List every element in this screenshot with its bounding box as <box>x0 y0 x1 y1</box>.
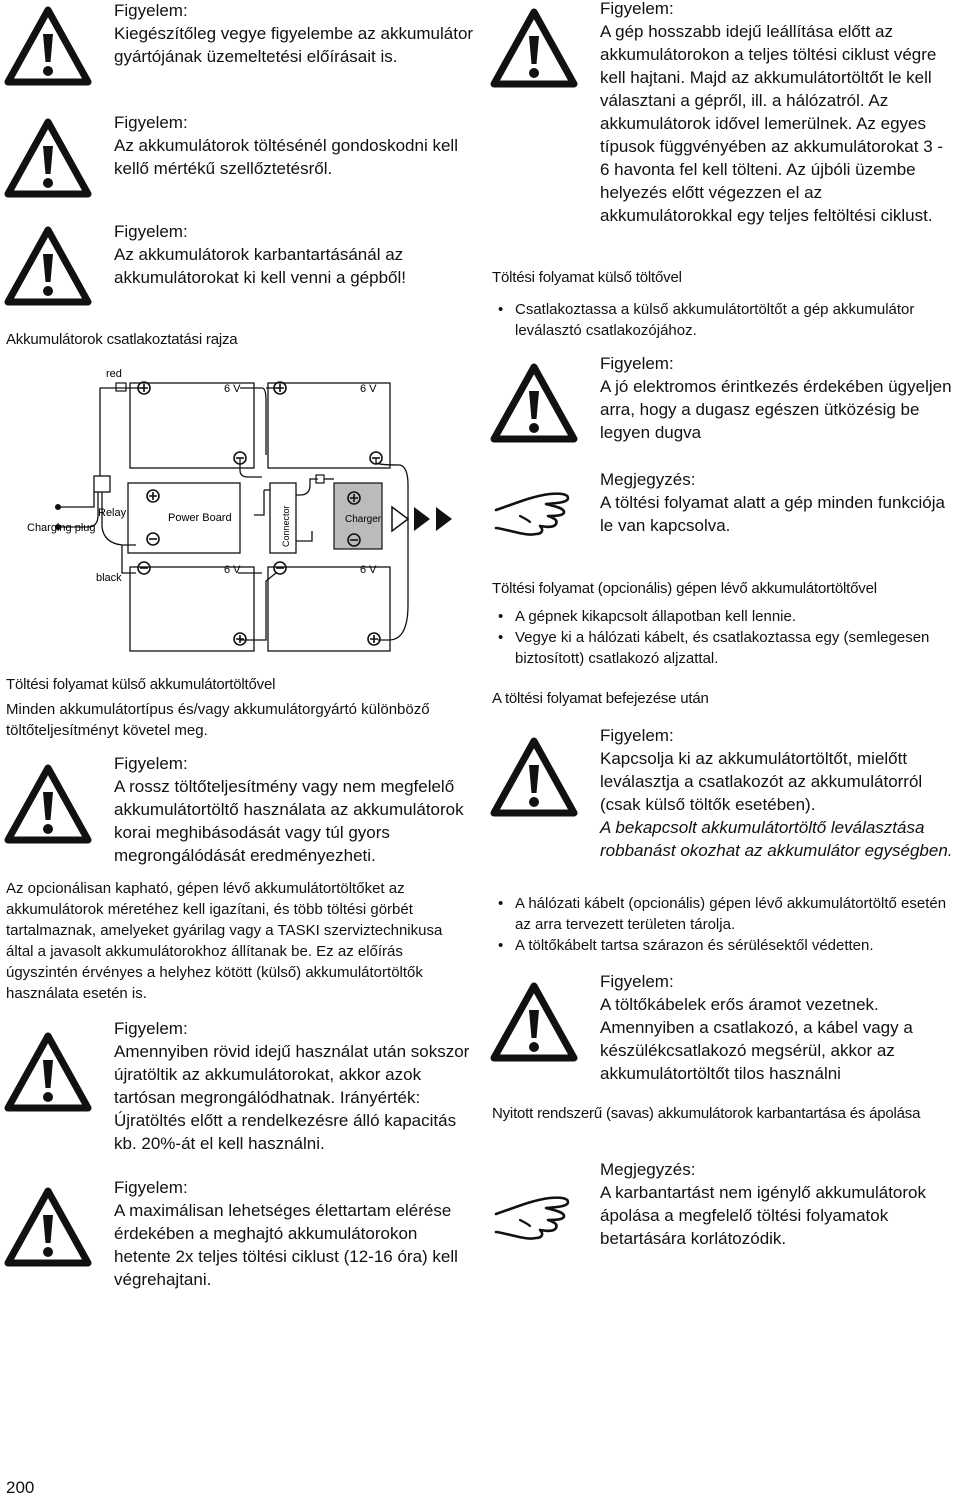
note-text: Kapcsolja ki az akkumulátortöltőt, mielőtt leválasztja a csatlakozót az akkumulátorról (csak külső töltők esetében). <box>600 749 923 814</box>
note <box>600 468 956 537</box>
label-voltage: 6 V <box>224 383 241 395</box>
note-title: Figyelem: <box>600 726 674 745</box>
pointing-hand-icon <box>494 1184 574 1244</box>
label-relay: Relay <box>98 507 127 519</box>
warning-icon <box>4 764 92 844</box>
pointing-hand-icon <box>494 480 574 540</box>
note-title: Figyelem: <box>114 1019 188 1038</box>
list-item: • A gépnek kikapcsolt állapotban kell lennie. <box>492 606 955 627</box>
note-title: Figyelem: <box>114 222 188 241</box>
warning-note <box>114 0 474 68</box>
list-item: • Csatlakoztassa a külső akkumulátortöltőt a gép akkumulátor leválasztó csatlakozójához. <box>492 299 955 341</box>
warning-note <box>600 724 958 862</box>
warning-note <box>600 352 956 444</box>
warning-note <box>114 1176 476 1291</box>
note-italic-text: A bekapcsolt akkumulátortöltő leválasztása robbanást okozhat az akkumulátor egységben. <box>600 818 953 860</box>
warning-note <box>114 220 474 289</box>
warning-note <box>600 0 956 227</box>
note-text: A jó elektromos érintkezés érdekében ügyeljen arra, hogy a dugasz egészen ütközésig be legyen dugva <box>600 377 952 442</box>
warning-note <box>114 1017 476 1155</box>
paragraph: Minden akkumulátortípus és/vagy akkumulátorgyártó különböző töltőteljesítményt követel meg. <box>6 701 430 739</box>
note-text: A karbantartást nem igénylő akkumulátorok ápolása a megfelelő töltési folyamatok betartására korlátozódik. <box>600 1183 927 1248</box>
label-charging-plug: Charging plug <box>27 522 96 534</box>
warning-icon <box>4 1032 92 1112</box>
warning-note <box>600 970 958 1085</box>
warning-icon <box>490 737 578 817</box>
note-title: Figyelem: <box>600 0 674 18</box>
warning-icon <box>4 226 92 306</box>
page-number: 200 <box>6 1478 35 1497</box>
section-heading: Töltési folyamat külső töltővel <box>492 269 682 286</box>
label-voltage: 6 V <box>360 383 377 395</box>
note-text: A maximálisan lehetséges élettartam elérése érdekében a meghajtó akkumulátorokon hetente 2x teljes töltési ciklust (12-16 óra) kell végrehajtani. <box>114 1201 458 1289</box>
warning-icon <box>4 6 92 86</box>
label-voltage: 6 V <box>224 564 241 576</box>
note-title: Figyelem: <box>114 113 188 132</box>
label-red: red <box>106 368 122 380</box>
warning-icon <box>490 982 578 1062</box>
warning-note <box>114 111 474 180</box>
warning-icon <box>490 8 578 88</box>
note-text: Kiegészítőleg vegye figyelembe az akkumulátor gyártójának üzemeltetési előírásait is. <box>114 24 474 66</box>
section-heading: Töltési folyamat külső akkumulátortöltővel <box>6 676 276 693</box>
list-item: • A töltőkábelt tartsa szárazon és sérülésektől védetten. <box>492 935 955 956</box>
section-heading: A töltési folyamat befejezése után <box>492 690 709 707</box>
note-title: Figyelem: <box>600 354 674 373</box>
paragraph: Az opcionálisan kapható, gépen lévő akkumulátortöltőket az akkumulátorok méretéhez kell igazítani, és több töltési görbét tartalmaznak, amelyeket gyárilag vagy a TASKI szerviztechnikusa által a javasolt akkumulátorokhoz állítanak be. Ez az előírás úgyszintén érvényes a helyhez kötött (külső) akkumulátortöltők használata esetén is. <box>6 880 443 1002</box>
note <box>600 1158 958 1250</box>
note-title: Figyelem: <box>114 1178 188 1197</box>
note-title: Figyelem: <box>114 1 188 20</box>
section-heading: Akkumulátorok csatlakoztatási rajza <box>6 331 238 348</box>
label-connector: Connector <box>281 505 291 547</box>
warning-icon <box>490 363 578 443</box>
note-title: Figyelem: <box>600 972 674 991</box>
warning-note <box>114 752 476 867</box>
note-text: Amennyiben rövid idejű használat után sokszor újratöltik az akkumulátorokat, akkor azok tartósan megrongálódhatnak. Irányérték: Újratöltés előtt a rendelkezésre álló kapacitás kb. 20%-át el kell használni. <box>114 1042 470 1153</box>
section-heading: Töltési folyamat (opcionális) gépen lévő akkumulátortöltővel <box>492 580 877 597</box>
note-text: Az akkumulátorok töltésénél gondoskodni kell kellő mértékű szellőztetésről. <box>114 136 458 178</box>
list-item: • A hálózati kábelt (opcionális) gépen lévő akkumulátortöltő esetén az arra tervezett területen tárolja. <box>492 893 955 935</box>
section-heading: Nyitott rendszerű (savas) akkumulátorok karbantartása és ápolása <box>492 1105 921 1122</box>
label-charger: Charger <box>345 514 382 525</box>
warning-icon <box>4 1187 92 1267</box>
note-text: A rossz töltőteljesítmény vagy nem megfelelő akkumulátortöltő használata az akkumulátorok korai meghibásodását vagy túl gyors megrongálódását eredményezheti. <box>114 777 464 865</box>
label-power-board: Power Board <box>168 512 232 524</box>
label-black: black <box>96 572 122 584</box>
note-text: A töltőkábelek erős áramot vezetnek. Amennyiben a csatlakozó, a kábel vagy a készülékcsatlakozó megsérül, akkor az akkumulátortöltőt tilos használni <box>600 995 913 1083</box>
warning-icon <box>4 118 92 198</box>
note-title: Figyelem: <box>114 754 188 773</box>
label-voltage: 6 V <box>360 564 377 576</box>
note-text: Az akkumulátorok karbantartásánál az akkumulátorokat ki kell venni a gépből! <box>114 245 406 287</box>
list-item: • Vegye ki a hálózati kábelt, és csatlakoztassa egy (semlegesen biztosított) csatlakozó aljzattal. <box>492 627 955 669</box>
note-text: A töltési folyamat alatt a gép minden funkciója le van kapcsolva. <box>600 493 945 535</box>
wiring-diagram <box>0 355 470 655</box>
note-title: Megjegyzés: <box>600 470 696 489</box>
note-text: A gép hosszabb idejű leállítása előtt az akkumulátorokon a teljes töltési ciklust végre kell hajtani. Majd az akkumulátortöltőt le kell választani a gépről, ill. a hálózatról. Az akkumulátorok idővel lemerülnek. Az egyes típusok függvényében az akkumulátorokat 3 - 6 havonta fel kell tölteni. Az újbóli üzembe helyezés előtt végezzen el az akkumulátorokkal egy teljes feltöltési ciklust. <box>600 22 944 225</box>
note-title: Megjegyzés: <box>600 1160 696 1179</box>
